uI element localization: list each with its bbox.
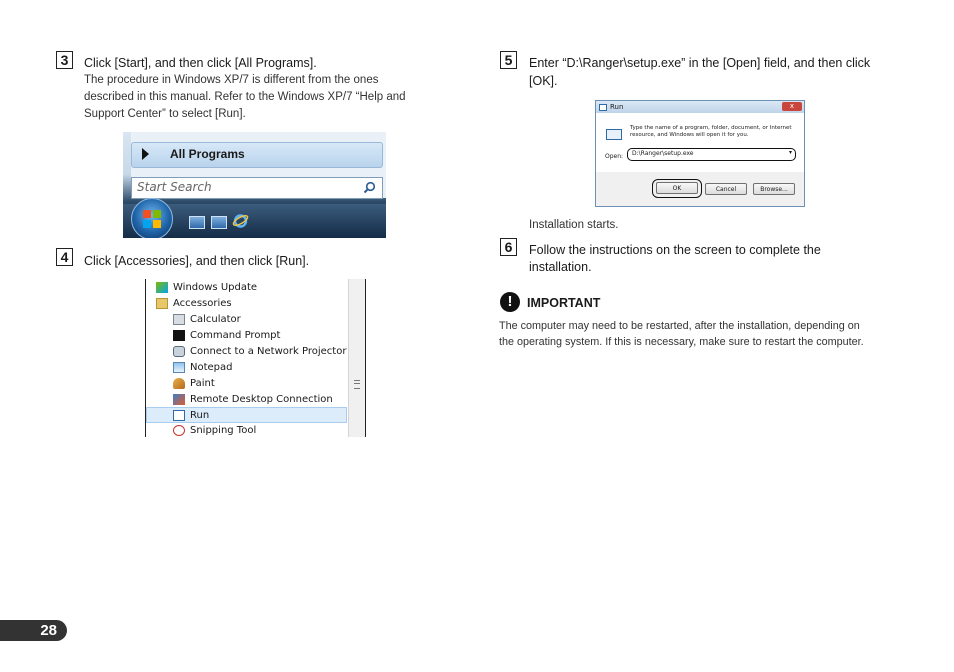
step-6-title-line-1: Follow the instructions on the screen to complete the [529, 243, 821, 257]
list-item-paint[interactable] [146, 376, 347, 392]
scrollbar[interactable] [348, 279, 365, 437]
list-item-run[interactable] [146, 407, 347, 423]
list-item-label: Windows Update [173, 282, 258, 293]
list-item-label: Remote Desktop Connection [190, 394, 333, 405]
paint-icon [173, 378, 185, 389]
list-item-label: Accessories [173, 298, 232, 309]
all-programs-label: All Programs [170, 147, 245, 161]
installation-starts-text: Installation starts. [529, 219, 619, 231]
list-item-label: Command Prompt [190, 330, 281, 341]
run-description-line-1: Type the name of a program, folder, document, or Internet [630, 125, 792, 131]
step-4-number: 4 [56, 248, 73, 266]
run-description-line-2: resource, and Windows will open it for you. [630, 132, 749, 138]
snipping-tool-icon [173, 425, 185, 436]
step-5-title-line-1: Enter “D:\Ranger\setup.exe” in the [Open] field, and then click [529, 56, 871, 70]
browse-button[interactable]: Browse... [753, 183, 795, 195]
list-item-remote-desktop[interactable] [146, 392, 347, 408]
projector-icon [173, 346, 185, 357]
windows-start-orb-icon[interactable] [131, 198, 173, 238]
list-item-snipping-tool[interactable] [146, 423, 347, 437]
run-dialog-description [630, 125, 798, 139]
run-title-icon [599, 104, 607, 111]
list-item-label: Notepad [190, 362, 233, 373]
remote-desktop-icon [173, 394, 185, 405]
scroll-grip-icon[interactable] [354, 380, 360, 389]
list-item-command-prompt[interactable] [146, 328, 347, 344]
list-item-label: Calculator [190, 314, 241, 325]
show-desktop-icon[interactable] [189, 216, 205, 229]
command-prompt-icon [173, 330, 185, 341]
run-dialog-screenshot [595, 100, 805, 207]
list-item-calculator[interactable] [146, 312, 347, 328]
list-item-label: Paint [190, 378, 215, 389]
internet-explorer-icon[interactable] [232, 212, 249, 234]
page-number: 28 [0, 620, 67, 641]
start-search-input[interactable] [131, 177, 383, 199]
important-line-1: The computer may need to be restarted, after the installation, depending on [499, 320, 860, 332]
step-6-title-line-2: installation. [529, 260, 592, 274]
list-item-windows-update[interactable] [146, 280, 347, 296]
important-line-2: the operating system. If this is necessary, make sure to restart the computer. [499, 336, 864, 348]
open-field-label: Open: [605, 153, 624, 160]
close-button[interactable]: x [782, 102, 802, 111]
run-dialog-body [596, 113, 804, 172]
start-menu-screenshot [123, 132, 386, 238]
cancel-button[interactable]: Cancel [705, 183, 747, 195]
important-icon: ! [500, 292, 520, 312]
taskbar [123, 204, 386, 238]
step-5-title-line-2: [OK]. [529, 74, 558, 88]
list-item-label: Connect to a Network Projector [190, 346, 347, 357]
step-3-title: Click [Start], and then click [All Programs]. [84, 56, 317, 70]
run-icon [173, 410, 185, 421]
list-item-accessories[interactable] [146, 296, 347, 312]
step-4-title: Click [Accessories], and then click [Run]. [84, 254, 310, 268]
run-program-icon [606, 129, 622, 140]
step-3-note-line-1: The procedure in Windows XP/7 is different from the ones [84, 74, 379, 86]
step-3-number: 3 [56, 51, 73, 69]
step-3-note-line-3: Support Center” to select [Run]. [84, 108, 246, 120]
windows-update-icon [156, 282, 168, 293]
search-icon [363, 181, 376, 199]
all-programs-item[interactable] [131, 142, 383, 168]
open-field-input[interactable] [627, 148, 796, 161]
start-search-placeholder: Start Search [137, 180, 212, 194]
open-field-value: D:\Ranger\setup.exe [632, 150, 694, 157]
calculator-icon [173, 314, 185, 325]
step-5-number: 5 [500, 51, 517, 69]
run-dialog-titlebar [596, 101, 804, 113]
list-item-notepad[interactable] [146, 360, 347, 376]
switch-windows-icon[interactable] [211, 216, 227, 229]
chevron-down-icon[interactable]: ▾ [788, 150, 792, 156]
list-item-label: Snipping Tool [190, 425, 257, 436]
arrow-right-icon [142, 148, 149, 160]
step-6-number: 6 [500, 238, 517, 256]
list-item-label: Run [190, 410, 210, 421]
notepad-icon [173, 362, 185, 373]
accessories-list-screenshot [145, 279, 366, 437]
step-3-note-line-2: described in this manual. Refer to the Windows XP/7 “Help and [84, 91, 406, 103]
ok-button[interactable]: OK [656, 182, 698, 194]
run-dialog-title: Run [610, 103, 624, 111]
list-item-network-projector[interactable] [146, 344, 347, 360]
folder-icon [156, 298, 168, 309]
important-heading: IMPORTANT [527, 296, 601, 310]
